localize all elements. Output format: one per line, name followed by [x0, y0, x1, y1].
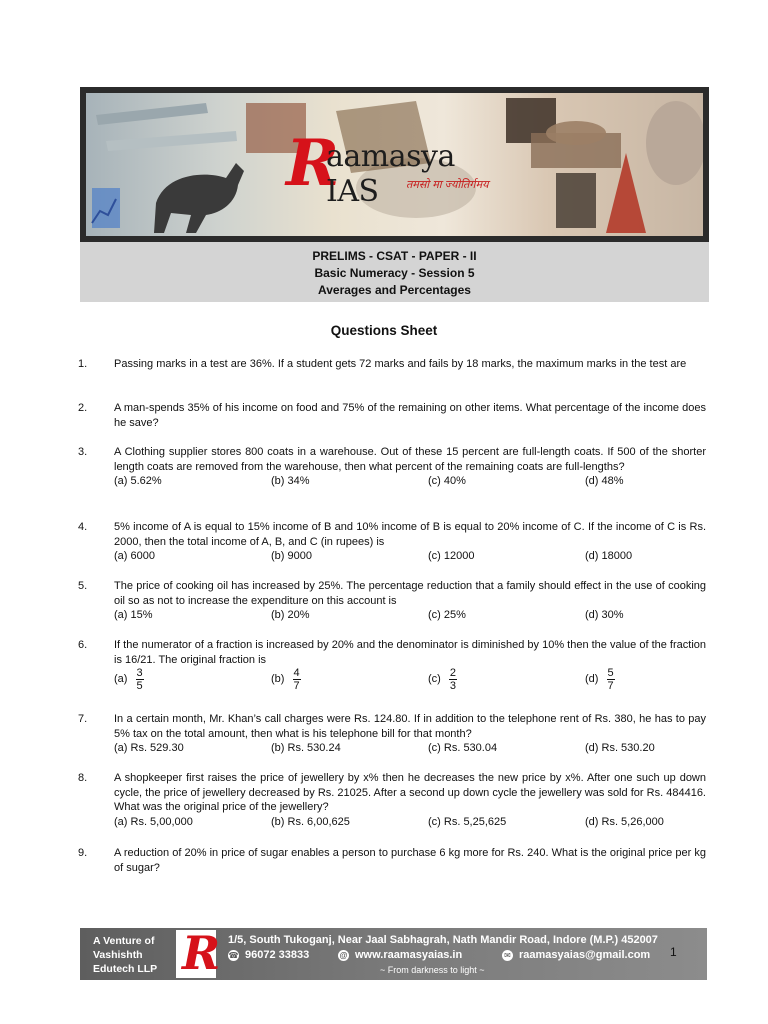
option-d: [585, 667, 615, 692]
footer-logo: [176, 926, 221, 980]
fraction: [449, 667, 457, 692]
numerator: 3: [136, 667, 143, 680]
question-text: If the numerator of a fraction is increased by 20% and the denominator is diminished by 10% then the value of the fraction is 16/21. The original fraction is: [114, 639, 706, 666]
option-c: [428, 667, 457, 692]
denominator: 7: [607, 680, 614, 693]
question-text: In a certain month, Mr. Khan’s call charges were Rs. 124.80. If in addition to the telephone rent of Rs. 380, he has to pay 5% tax on the total amount, then what is his telephone bill for that month?: [114, 713, 706, 740]
email-text[interactable]: raamasyaias@gmail.com: [519, 949, 651, 961]
option-label: (c): [428, 673, 441, 686]
fraction: [136, 667, 144, 692]
banner-collage: [86, 93, 703, 236]
venture-credit: [93, 934, 157, 976]
footer-email[interactable]: [502, 949, 650, 961]
question-4: [78, 520, 706, 564]
question-6: [78, 638, 706, 697]
question-number: 9.: [78, 847, 88, 859]
question-number: 6.: [78, 639, 88, 651]
option-d: (d) 30%: [585, 609, 624, 622]
option-a: (a) Rs. 529.30: [114, 742, 184, 755]
footer-website[interactable]: [338, 949, 462, 961]
heading-line-3: Averages and Percentages: [318, 283, 471, 297]
question-7: [78, 712, 706, 756]
option-b: (b) 9000: [271, 550, 312, 563]
question-number: 2.: [78, 402, 88, 414]
option-a: (a) Rs. 5,00,000: [114, 815, 193, 828]
footer-tagline: ~ From darkness to light ~: [380, 965, 485, 975]
footer-address: 1/5, South Tukoganj, Near Jaal Sabhagrah, Nath Mandir Road, Indore (M.P.) 452007: [228, 934, 658, 946]
question-text: A shopkeeper first raises the price of jewellery by x% then he decreases the new price by x%. After one such up down cycle, the price of jewellery decreased by Rs. 21025. After a second up down cycle the jewellery was sold for Rs. 484416. What was the original price of the jewellery?: [114, 772, 706, 814]
logo-r-mark: R: [286, 126, 340, 201]
footer-bar: [80, 928, 707, 980]
website-text[interactable]: www.raamasyaias.in: [355, 949, 463, 961]
answer-options: [114, 608, 706, 623]
question-text: The price of cooking oil has increased by 25%. The percentage reduction that a family should effect in the use of cooking oil so as not to increase the expenditure on this account is: [114, 580, 706, 607]
question-3: [78, 445, 706, 489]
answer-options: [114, 815, 706, 830]
page-number: 1: [670, 945, 677, 959]
header-banner: [80, 87, 709, 242]
question-text: 5% income of A is equal to 15% income of B and 10% income of B is equal to 20% income of C. If the income of C is Rs. 2000, then the total income of A, B, and C (in rupees) is: [114, 521, 706, 548]
option-b: (b) 20%: [271, 609, 310, 622]
option-label: (d): [585, 673, 599, 686]
option-c: (c) 12000: [428, 550, 475, 563]
heading-line-1: PRELIMS - CSAT - PAPER - II: [312, 249, 477, 263]
option-label: (b): [271, 673, 285, 686]
logo-wordmark: aamasya IAS: [326, 139, 455, 209]
question-number: 7.: [78, 713, 88, 725]
question-text: A man-spends 35% of his income on food and 75% of the remaining on other items. What percentage of the income does he save?: [114, 402, 706, 429]
option-a: (a) 15%: [114, 609, 153, 622]
question-9: [78, 846, 706, 875]
option-d: (d) 48%: [585, 475, 624, 488]
option-c: (c) 25%: [428, 609, 466, 622]
question-1: [78, 357, 706, 372]
question-number: 1.: [78, 358, 88, 370]
option-c: (c) 40%: [428, 475, 466, 488]
option-b: (b) Rs. 6,00,625: [271, 815, 350, 828]
footer-phone: [228, 949, 309, 961]
answer-options: [114, 741, 706, 756]
phone-text: 96072 33833: [245, 949, 310, 961]
option-c: (c) Rs. 530.04: [428, 742, 498, 755]
question-text: A reduction of 20% in price of sugar enables a person to purchase 6 kg more for Rs. 240. What is the original price per kg of sugar?: [114, 847, 706, 874]
logo-tagline: तमसो मा ज्योतिर्गमय: [406, 179, 489, 191]
question-5: [78, 579, 706, 623]
fraction: [293, 667, 301, 692]
option-c: (c) Rs. 5,25,625: [428, 815, 507, 828]
question-text: Passing marks in a test are 36%. If a student gets 72 marks and fails by 18 marks, the maximum marks in the test are: [114, 358, 687, 370]
question-8: [78, 771, 706, 830]
denominator: 3: [449, 680, 457, 693]
question-number: 3.: [78, 446, 88, 458]
fraction: [607, 667, 615, 692]
option-d: (d) Rs. 530.20: [585, 742, 655, 755]
denominator: 7: [293, 680, 300, 693]
option-b: [271, 667, 301, 692]
option-a: [114, 667, 144, 692]
option-a: (a) 5.62%: [114, 475, 162, 488]
answer-options: [114, 549, 706, 564]
venture-line: Vashishth: [93, 949, 143, 961]
phone-icon: ☎: [228, 950, 239, 960]
option-a: (a) 6000: [114, 550, 155, 563]
venture-line: A Venture of: [93, 935, 155, 947]
brand-logo: [286, 126, 516, 209]
answer-options: [114, 474, 706, 489]
footer-logo-mark: R: [182, 926, 221, 980]
option-b: (b) Rs. 530.24: [271, 742, 341, 755]
mail-icon: ✉: [502, 950, 513, 961]
numerator: 5: [607, 667, 614, 680]
question-number: 4.: [78, 521, 88, 533]
venture-line: Edutech LLP: [93, 963, 158, 975]
heading-line-2: Basic Numeracy - Session 5: [314, 266, 475, 280]
option-label: (a): [114, 673, 128, 686]
paper-heading: [80, 242, 709, 302]
question-2: [78, 401, 706, 430]
numerator: 4: [293, 667, 300, 680]
question-number: 8.: [78, 772, 88, 784]
option-d: (d) 18000: [585, 550, 633, 563]
globe-icon: @: [339, 950, 348, 960]
answer-options: [114, 667, 706, 697]
numerator: 2: [449, 667, 457, 680]
option-d: (d) Rs. 5,26,000: [585, 815, 664, 828]
denominator: 5: [136, 680, 143, 693]
option-b: (b) 34%: [271, 475, 310, 488]
question-text: A Clothing supplier stores 800 coats in a warehouse. Out of these 15 percent are full-length coats. If 500 of the shorter length coats are removed from the warehouse, then what percent of the remaining coats are full-lengths?: [114, 446, 706, 473]
sheet-title: Questions Sheet: [330, 323, 438, 338]
question-number: 5.: [78, 580, 88, 592]
